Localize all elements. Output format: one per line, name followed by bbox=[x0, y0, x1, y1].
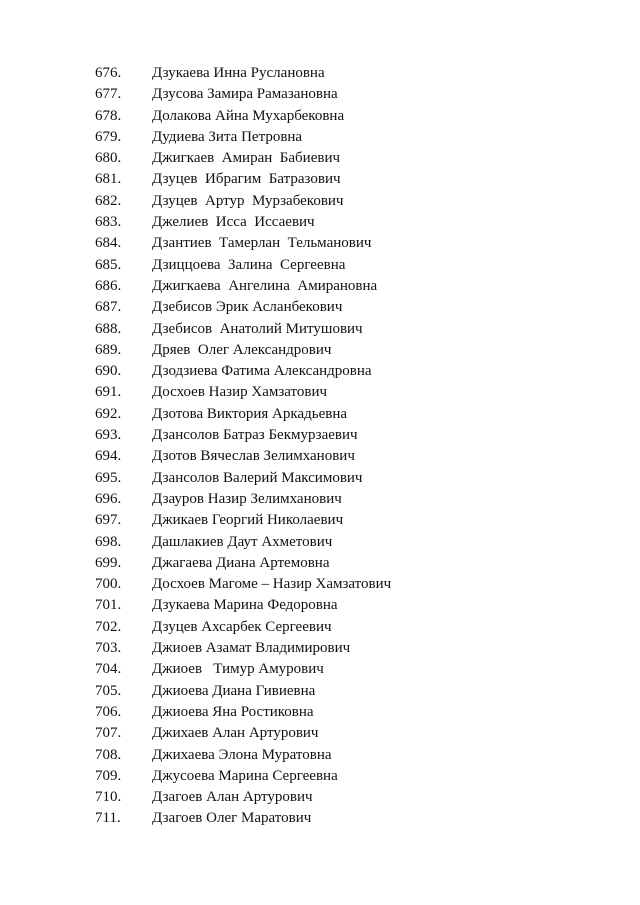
list-item bbox=[95, 319, 615, 340]
entry-name: Дудиева Зита Петровна bbox=[152, 128, 303, 145]
entry-name: Джелиев Исса Иссаевич bbox=[152, 214, 315, 231]
entry-name: Дзуцев Ибрагим Батразович bbox=[152, 171, 341, 188]
list-item bbox=[95, 382, 615, 403]
entry-name: Джигкаев Амиран Бабиевич bbox=[152, 150, 341, 167]
entry-number: 709. bbox=[95, 767, 122, 784]
list-item bbox=[95, 191, 615, 212]
entry-name: Джиоев Тимур Амурович bbox=[152, 661, 324, 678]
entry-name: Дзебисов Анатолий Митушович bbox=[152, 320, 363, 337]
entry-name: Дряев Олег Александрович bbox=[152, 341, 332, 358]
entry-name: Джагаева Диана Артемовна bbox=[152, 554, 330, 571]
list-item bbox=[95, 745, 615, 766]
entry-name: Дзансолов Валерий Максимович bbox=[152, 469, 363, 486]
list-item bbox=[95, 361, 615, 382]
list-item bbox=[95, 702, 615, 723]
entry-name: Дзотов Вячеслав Зелимханович bbox=[152, 448, 355, 465]
entry-number: 698. bbox=[95, 533, 122, 550]
entry-name: Дзукаева Марина Федоровна bbox=[152, 597, 338, 614]
entry-name: Долакова Айна Мухарбековна bbox=[152, 107, 345, 124]
entry-number: 688. bbox=[95, 320, 122, 337]
entry-number: 692. bbox=[95, 405, 122, 422]
entry-number: 699. bbox=[95, 554, 122, 571]
entry-number: 693. bbox=[95, 427, 122, 444]
entry-number: 706. bbox=[95, 703, 122, 720]
entry-name: Джигкаева Ангелина Амирановна bbox=[152, 277, 378, 294]
list-item bbox=[95, 106, 615, 127]
list-item bbox=[95, 553, 615, 574]
list-item bbox=[95, 425, 615, 446]
entry-name: Дзиццоева Залина Сергеевна bbox=[152, 256, 346, 273]
list-item bbox=[95, 574, 615, 595]
entry-number: 696. bbox=[95, 490, 122, 507]
entry-name: Дзодзиева Фатима Александровна bbox=[152, 363, 372, 380]
entry-number: 708. bbox=[95, 746, 122, 763]
entry-name: Дзебисов Эрик Асланбекович bbox=[152, 299, 343, 316]
entry-number: 687. bbox=[95, 299, 122, 316]
entry-number: 711. bbox=[95, 810, 121, 827]
entry-name: Дзауров Назир Зелимханович bbox=[152, 490, 342, 507]
list-item bbox=[95, 766, 615, 787]
entry-name: Досхоев Назир Хамзатович bbox=[152, 384, 328, 401]
entry-name: Досхоев Магоме – Назир Хамзатович bbox=[152, 576, 392, 593]
list-item bbox=[95, 233, 615, 254]
entry-number: 680. bbox=[95, 150, 122, 167]
entry-number: 690. bbox=[95, 363, 122, 380]
list-item bbox=[95, 169, 615, 190]
list-item bbox=[95, 340, 615, 361]
list-item bbox=[95, 532, 615, 553]
entry-name: Дзуцев Артур Мурзабекович bbox=[152, 192, 344, 209]
entry-name: Джиоев Азамат Владимирович bbox=[152, 640, 351, 657]
list-item bbox=[95, 212, 615, 233]
list-item bbox=[95, 468, 615, 489]
entry-name: Дзусова Замира Рамазановна bbox=[152, 86, 338, 103]
entry-name: Дзукаева Инна Руслановна bbox=[152, 65, 325, 81]
entry-number: 702. bbox=[95, 618, 122, 635]
entry-number: 683. bbox=[95, 214, 122, 231]
list-item bbox=[95, 276, 615, 297]
entry-name: Джихаева Элона Муратовна bbox=[152, 746, 332, 763]
entry-number: 700. bbox=[95, 576, 122, 593]
list-item bbox=[95, 489, 615, 510]
entry-name: Дзагоев Олег Маратович bbox=[152, 810, 312, 827]
list-item bbox=[95, 404, 615, 425]
entry-name: Джиоева Диана Гивиевна bbox=[152, 682, 316, 699]
entry-number: 678. bbox=[95, 107, 122, 124]
list-item bbox=[95, 808, 615, 829]
entry-number: 710. bbox=[95, 789, 122, 806]
entry-number: 682. bbox=[95, 192, 122, 209]
entry-name: Джиоева Яна Ростиковна bbox=[152, 703, 314, 720]
entry-name: Дзантиев Тамерлан Тельманович bbox=[152, 235, 372, 252]
list-item bbox=[95, 297, 615, 318]
entry-number: 705. bbox=[95, 682, 122, 699]
entry-name: Дзотова Виктория Аркадьевна bbox=[152, 405, 347, 422]
entry-name: Дашлакиев Даут Ахметович bbox=[152, 533, 333, 550]
entry-name: Дзуцев Ахсарбек Сергеевич bbox=[152, 618, 332, 635]
entry-name: Джусоева Марина Сергеевна bbox=[152, 767, 338, 784]
entry-number: 684. bbox=[95, 235, 122, 252]
list-item bbox=[95, 617, 615, 638]
list-item bbox=[95, 723, 615, 744]
list-item bbox=[95, 787, 615, 808]
list-item bbox=[95, 84, 615, 105]
list-item bbox=[95, 510, 615, 531]
list-item bbox=[95, 446, 615, 467]
name-list bbox=[95, 63, 615, 830]
list-item bbox=[95, 148, 615, 169]
entry-number: 686. bbox=[95, 277, 122, 294]
entry-number: 681. bbox=[95, 171, 122, 188]
list-item bbox=[95, 659, 615, 680]
entry-name: Дзансолов Батраз Бекмурзаевич bbox=[152, 427, 358, 444]
entry-name: Дзагоев Алан Артурович bbox=[152, 789, 313, 806]
entry-number: 691. bbox=[95, 384, 122, 401]
list-item bbox=[95, 63, 615, 84]
list-item bbox=[95, 255, 615, 276]
list-item bbox=[95, 681, 615, 702]
entry-number: 701. bbox=[95, 597, 122, 614]
entry-number: 676. bbox=[95, 65, 122, 81]
entry-name: Джихаев Алан Артурович bbox=[152, 725, 319, 742]
entry-number: 689. bbox=[95, 341, 122, 358]
list-item bbox=[95, 638, 615, 659]
entry-number: 677. bbox=[95, 86, 122, 103]
list-item bbox=[95, 127, 615, 148]
entry-number: 707. bbox=[95, 725, 122, 742]
entry-number: 695. bbox=[95, 469, 122, 486]
list-item bbox=[95, 595, 615, 616]
entry-number: 694. bbox=[95, 448, 122, 465]
entry-number: 697. bbox=[95, 512, 122, 529]
entry-number: 703. bbox=[95, 640, 122, 657]
entry-number: 704. bbox=[95, 661, 122, 678]
entry-number: 679. bbox=[95, 128, 122, 145]
entry-name: Джикаев Георгий Николаевич bbox=[152, 512, 344, 529]
entry-number: 685. bbox=[95, 256, 122, 273]
